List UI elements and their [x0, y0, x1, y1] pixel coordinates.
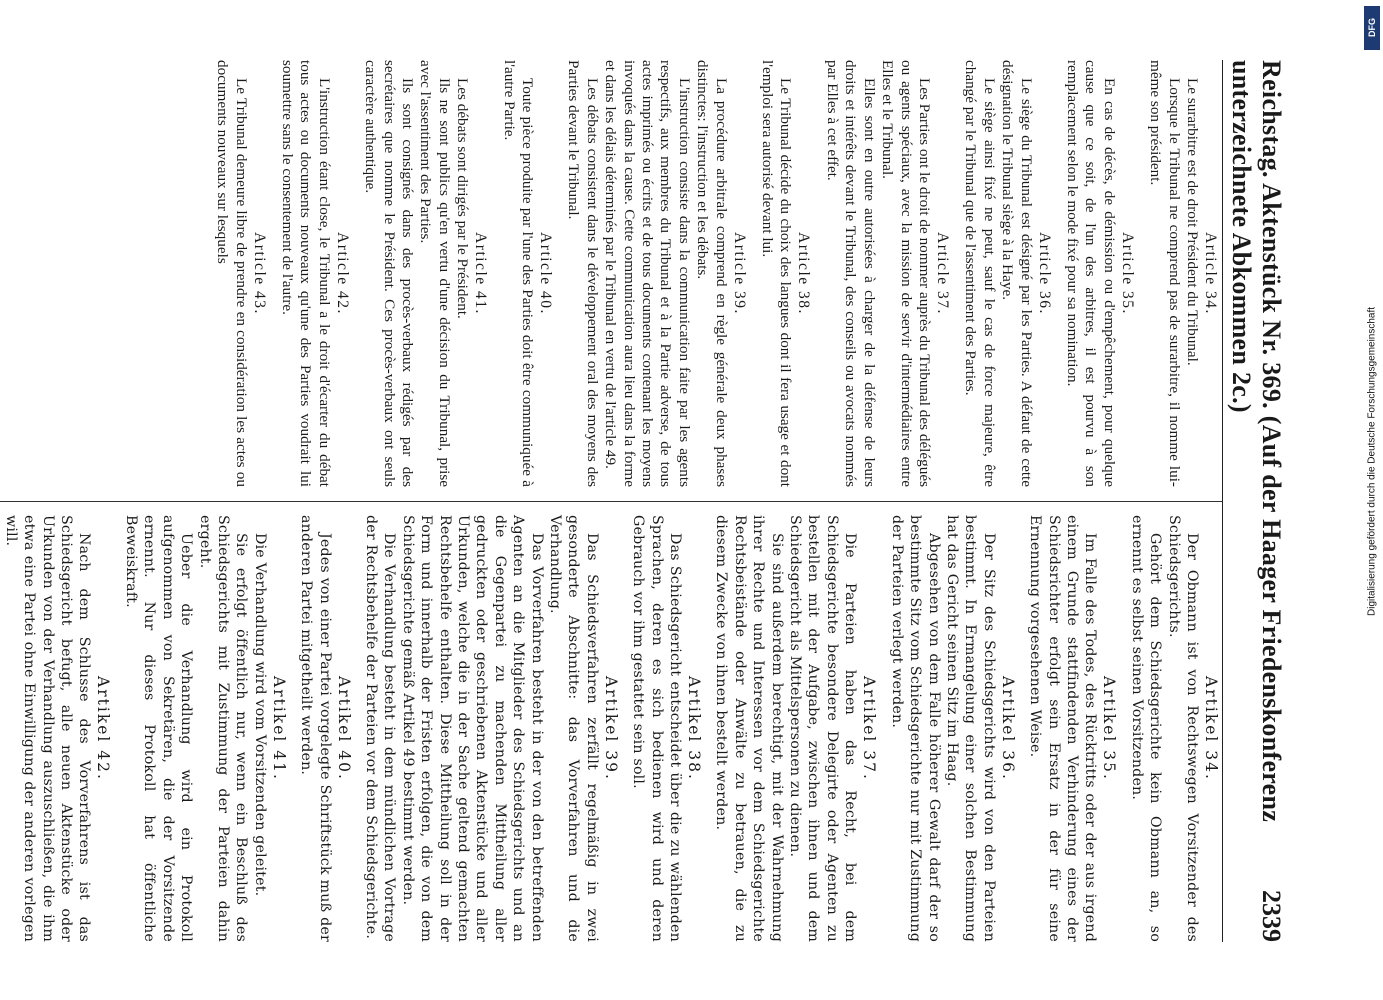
french-article-heading: Article 37.	[933, 232, 951, 315]
german-paragraph: Die Verhandlung wird vom Vorsitzenden geleitet.	[251, 533, 268, 897]
french-paragraph: Lorsque le Tribunal ne comprend pas de surarbitre, il nomme lui-même son président.	[1147, 60, 1183, 487]
german-article-heading: Artikel 36.	[998, 676, 1017, 781]
dfg-logo: DFG	[1364, 6, 1380, 50]
french-article	[1146, 60, 1220, 487]
french-paragraph: Le surarbitre est de droit Président du Tribunal.	[1184, 78, 1201, 366]
german-paragraph: Der Sitz des Schiedsgerichts wird von den Parteien bestimmt. In Ermangelung einer solchen Bestimmung hat das Gericht seinen Sitz im Haag.	[943, 515, 997, 942]
french-article-heading: Article 43.	[250, 232, 268, 315]
german-paragraph: Sie erfolgt öffentlich nur, wenn ein Beschluß des Schiedsgerichts mit Zustimmung der Parteien dahin ergeht.	[196, 515, 250, 942]
french-paragraph: Les débats sont dirigés par le Président.	[454, 78, 472, 319]
german-paragraph: Die Parteien haben das Recht, bei dem Schiedsgerichte besondere Delegirte oder Agenten zu bestellen mit der Aufgabe, zwischen ihnen und dem Schiedsgericht als Mittelspersonen zu dienen.	[787, 515, 859, 942]
german-article	[887, 515, 1016, 942]
french-column	[0, 60, 1222, 501]
french-paragraph: La procédure arbitrale comprend en règle générale deux phases distinctes: l'instruction et les débats.	[694, 60, 730, 487]
german-article-heading: Artikel 41.	[269, 676, 288, 781]
german-article-heading: Artikel 39.	[601, 676, 620, 781]
french-article	[564, 60, 749, 487]
french-paragraph: Le Tribunal demeure libre de prendre en considération les actes ou documents nouveaux sur lesquels	[214, 60, 250, 487]
digitization-sidebar	[1364, 6, 1380, 986]
german-paragraph: Der Obmann ist von Rechtswegen Vorsitzender des Schiedsgerichts.	[1165, 515, 1200, 942]
french-article-heading: Article 36.	[1035, 232, 1053, 315]
french-article-heading: Article 34.	[1202, 232, 1219, 315]
french-paragraph: Elles sont en outre autorisées à charger de la défense de leurs droits et intérêts devant le Tribunal, des conseils ou avocats nommés par Elles à cet effet.	[823, 60, 878, 487]
german-article	[297, 515, 353, 942]
french-article	[499, 60, 555, 487]
french-article	[823, 60, 952, 487]
french-paragraph: En cas de décès, de démission ou d'empêchement, pour quelque cause que ce soit, de l'un des arbitres, il est pourvu à son remplacement selon le mode fixé pour sa nomination.	[1063, 60, 1118, 487]
french-paragraph: Les débats consistent dans le développement oral des moyens des Parties devant le Tribunal.	[565, 60, 601, 487]
german-article	[629, 515, 703, 942]
german-paragraph: Ueber die Verhandlung wird ein Protokoll aufgenommen von Sekretären, die der Vorsitzende ernennt. Nur dieses Protokoll hat öffentliche Beweiskraft.	[122, 515, 195, 942]
page-header	[1222, 60, 1286, 942]
french-paragraph: Toute pièce produite par l'une des Parties doit être communiquée à l'autre Partie.	[500, 60, 537, 487]
german-article	[1127, 515, 1220, 942]
french-article	[361, 60, 490, 487]
german-article-heading: Artikel 35.	[1100, 676, 1119, 781]
french-paragraph: Le siège ainsi fixé ne peut, sauf le cas de force majeure, être changé par le Tribunal que de l'assentiment des Parties.	[962, 60, 998, 487]
french-article-heading: Article 40.	[537, 232, 555, 315]
column-divider	[0, 501, 1222, 502]
german-paragraph: Abgesehen von dem Falle höherer Gewalt darf der so bestimmte Sitz vom Schiedsgerichte nur mit Zustimmung der Parteien verlegt werden.	[888, 515, 942, 942]
german-article-heading: Artikel 38.	[685, 676, 704, 781]
french-article-heading: Article 39.	[730, 232, 748, 315]
french-article-heading: Article 35.	[1118, 232, 1136, 315]
french-article-heading: Article 41.	[472, 232, 490, 315]
french-paragraph: Le Tribunal décide du choix des langues dont il fera usage et dont l'emploi sera autorisé devant lui.	[759, 60, 795, 487]
german-column	[0, 501, 1222, 942]
french-article	[758, 60, 814, 487]
header-title: Reichstag. Aktenstück Nr. 369. (Auf der Haager Friedenskonferenz unterzeichnete Abkommen 2c.)	[1227, 60, 1286, 823]
french-article-heading: Article 42.	[333, 232, 351, 315]
french-article	[1063, 60, 1137, 487]
french-paragraph: L'instruction consiste dans la communication faite par les agents respectifs, aux membres du Tribunal et à la Partie adverse, de tous actes imprimés ou écrits et de tous documents contenant les moyens invoqués dans la cause. Cette communication aura lieu dans la forme et dans les délais déterminés par le Tribunal en vertu de l'article 49.	[602, 60, 693, 487]
german-paragraph: Nach dem Schlusse des Vorverfahrens ist das Schiedsgericht befugt, alle neuen Aktenstücke oder Urkunden von der Verhandlung auszuschließen, die ihm etwa eine Partei ohne Einwilligung der anderen vorlegen will.	[2, 515, 93, 942]
german-paragraph: Im Falle des Todes, des Rücktritts oder der aus irgend einem Grunde stattfindenden Verhinderung eines der Schiedsrichter erfolgt sein Ersatz in der für seine Ernennung vorgesehenen Weise.	[1027, 515, 1099, 942]
french-paragraph: L'instruction étant close, le Tribunal a le droit d'écarter du débat tous actes ou documents nouveaux qu'une des Parties voudrait lui soumettre sans le consentement de l'autre.	[278, 60, 333, 487]
german-article	[362, 515, 620, 942]
french-paragraph: Le siège du Tribunal est désigné par les Parties. A défaut de cette désignation le Tribunal siège à la Haye.	[999, 60, 1035, 487]
french-paragraph: Les Parties ont le droit de nommer auprès du Tribunal des délégués ou agents spéciaux, avec la mission de servir d'intermédiaires entre Elles et le Tribunal.	[879, 60, 933, 487]
page-number: 2339	[1257, 890, 1286, 942]
german-paragraph: Das Vorverfahren besteht in der von den betreffenden Agenten an die Mitglieder des Schiedsgerichts und an die Gegenpartei zu machenden Mittheilung aller gedruckten oder geschriebenen Aktenstücke und aller Urkunden, welche die in der Sache geltend gemachten Rechtsbehelfe enthalten. Diese Mittheilung soll in der Form und innerhalb der Fristen erfolgen, die von dem Schiedsgerichte gemäß Artikel 49 bestimmt werden.	[399, 515, 545, 942]
german-paragraph: Das Schiedsverfahren zerfällt regelmäßig in zwei gesonderte Abschnitte: das Vorverfahren und die Verhandlung.	[547, 515, 600, 942]
german-article-heading: Artikel 34.	[1202, 676, 1220, 781]
funding-credit: Digitalisierung gefördert durch die Deutsche Forschungsgemeinschaft	[1366, 306, 1378, 616]
french-article	[278, 60, 352, 487]
german-paragraph: Jedes von einer Partei vorgelegte Schriftstück muß der anderen Partei mitgetheilt werden.	[298, 515, 333, 942]
german-paragraph: Die Verhandlung besteht in dem mündlichen Vortrage der Rechtsbehelfe der Parteien vor dem Schiedsgerichte.	[362, 515, 398, 942]
german-paragraph: Das Schiedsgericht entscheidet über die zu wählenden Sprachen, deren es sich bedienen wird und deren Gebrauch vor ihm gestattet sein soll.	[630, 515, 684, 942]
german-article	[1026, 515, 1119, 942]
german-article-heading: Artikel 42.	[94, 676, 113, 781]
german-paragraph: Gehört dem Schiedsgerichte kein Obmann an, so ernennt es selbst seinen Vorsitzenden.	[1128, 515, 1164, 942]
french-article-heading: Article 38.	[795, 232, 813, 315]
german-paragraph: Sie sind außerdem berechtigt, mit der Wahrnehmung ihrer Rechte und Interessen vor dem Schiedsgerichte Rechtsbeistände oder Anwälte zu betrauen, die zu diesem Zwecke von ihnen bestellt werden.	[713, 515, 785, 942]
german-article-heading: Artikel 40.	[334, 676, 353, 781]
french-paragraph: Ils ne sont publics qu'en vertu d'une décision du Tribunal, prise avec l'assentiment des Parties.	[417, 60, 453, 487]
two-column-text	[0, 60, 1222, 942]
german-article	[122, 515, 288, 942]
german-article	[1, 515, 112, 942]
french-article	[961, 60, 1054, 487]
french-article	[213, 60, 269, 487]
german-article	[712, 515, 878, 942]
french-paragraph: Ils sont consignés dans des procès-verbaux rédigés par des secrétaires que nomme le Président. Ces procès-verbaux ont seuls caractère authentique.	[362, 60, 416, 487]
german-article-heading: Artikel 37.	[860, 676, 879, 781]
